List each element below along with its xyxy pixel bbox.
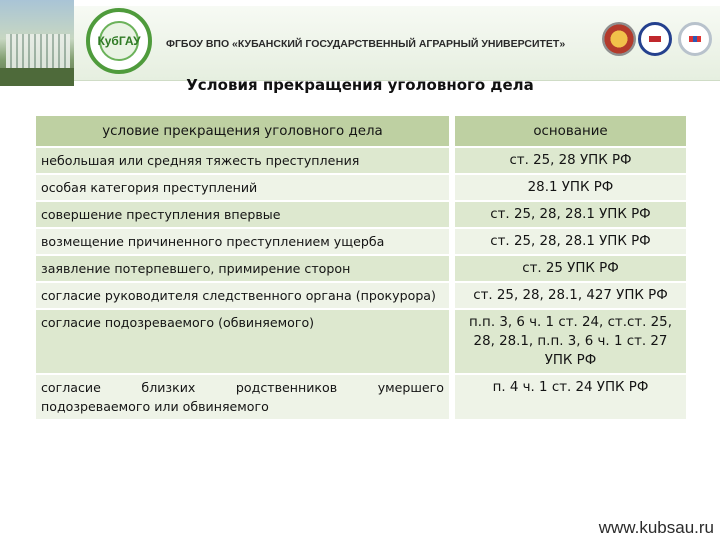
table-row	[36, 282, 686, 309]
university-title: ФГБОУ ВПО «КУБАНСКИЙ ГОСУДАРСТВЕННЫЙ АГРАРНЫЙ УНИВЕРСИТЕТ»	[166, 38, 566, 50]
condition-cell: возмещение причиненного преступлением ущерба	[36, 228, 452, 255]
condition-cell: заявление потерпевшего, примирение сторон	[36, 255, 452, 282]
condition-cell: согласие близких родственников умершего подозреваемого или обвиняемого	[36, 374, 452, 420]
header-banner	[0, 0, 720, 86]
basis-cell: п. 4 ч. 1 ст. 24 УПК РФ	[452, 374, 686, 420]
website-url: www.kubsau.ru	[598, 518, 714, 537]
basis-cell: ст. 25, 28, 28.1 УПК РФ	[452, 228, 686, 255]
basis-cell: ст. 25, 28, 28.1, 427 УПК РФ	[452, 282, 686, 309]
slide-title: Условия прекращения уголовного дела	[186, 76, 534, 94]
header-basis: основание	[452, 116, 686, 147]
table-row	[36, 228, 686, 255]
conditions-table	[36, 116, 686, 421]
university-logo	[86, 8, 152, 74]
condition-cell: согласие подозреваемого (обвиняемого)	[36, 309, 452, 374]
logo-text: КубГАУ	[99, 21, 139, 61]
condition-cell: небольшая или средняя тяжесть преступления	[36, 147, 452, 174]
basis-cell: ст. 25 УПК РФ	[452, 255, 686, 282]
table-row	[36, 201, 686, 228]
header-condition: условие прекращения уголовного дела	[36, 116, 452, 147]
emblem-icon-2	[638, 22, 672, 56]
condition-cell: особая категория преступлений	[36, 174, 452, 201]
table-row	[36, 174, 686, 201]
emblem-icon-1	[602, 22, 636, 56]
basis-cell: ст. 25, 28 УПК РФ	[452, 147, 686, 174]
table-header-row	[36, 116, 686, 147]
basis-cell: 28.1 УПК РФ	[452, 174, 686, 201]
basis-cell: п.п. 3, 6 ч. 1 ст. 24, ст.ст. 25, 28, 28.1, п.п. 3, 6 ч. 1 ст. 27 УПК РФ	[452, 309, 686, 374]
campus-photo	[0, 0, 74, 86]
basis-cell: ст. 25, 28, 28.1 УПК РФ	[452, 201, 686, 228]
table-row	[36, 374, 686, 420]
table-row	[36, 147, 686, 174]
condition-cell: согласие руководителя следственного органа (прокурора)	[36, 282, 452, 309]
condition-cell: совершение преступления впервые	[36, 201, 452, 228]
table-row	[36, 255, 686, 282]
emblem-icon-3	[678, 22, 712, 56]
table-row	[36, 309, 686, 374]
